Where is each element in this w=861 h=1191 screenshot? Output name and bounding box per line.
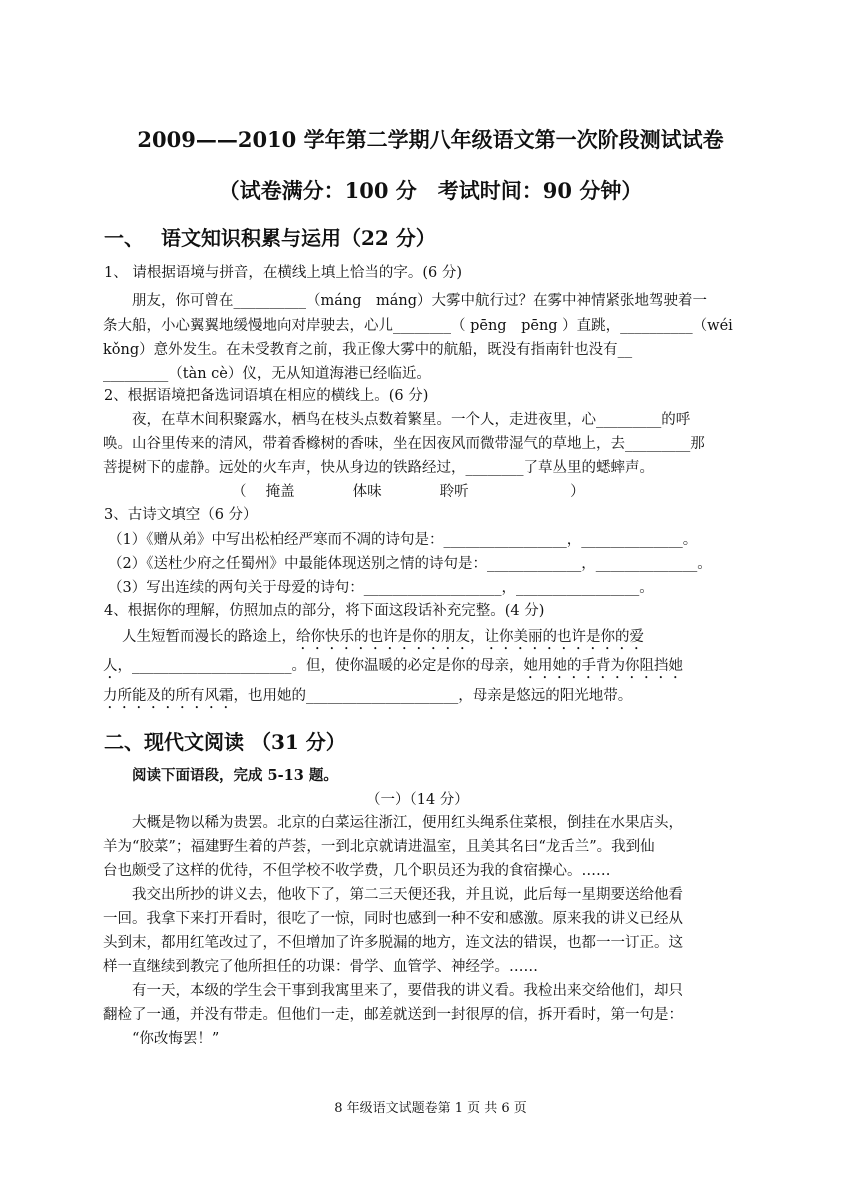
q3-line: （3）写出连续的两句关于母爱的诗句：___________________，_________________。: [108, 580, 654, 596]
q2-stem: 2、根据语境把备选词语填在相应的横线上。(6 分): [104, 388, 429, 404]
passage-line: 台也颇受了这样的优待，不但学校不收学费，几个职员还为我的食宿操心。……: [103, 863, 611, 879]
q3-stem: 3、古诗文填空（6 分）: [104, 507, 258, 523]
q1-line: _________（tàn cè）仪，无从知道海港已经临近。: [103, 366, 431, 382]
q2-line: 菩提树下的虚静。远处的火车声，快从身边的铁路经过，________了草丛里的蟋蟀声。: [103, 460, 654, 476]
q4-line-3: [103, 686, 632, 712]
passage-line: 一回。我拿下来打开看时，很吃了一惊，同时也感到一种不安和感激。原来我的讲义已经从: [103, 911, 683, 927]
q4-dotted-text: 给你快乐的也许是你的朋友，让你美丽的也许是你的爱: [296, 629, 644, 645]
passage-line: 大概是物以稀为贵罢。北京的白菜运往浙江，便用红头绳系住菜根，倒挂在水果店头，: [132, 815, 683, 831]
reading-instruction: 阅读下面语段，完成 5-13 题。: [132, 767, 338, 784]
q4-dotted-text: 人: [103, 658, 118, 674]
q2-line: 唤。山谷里传来的清风，带着香橼树的香味，坐在因夜风而微带湿气的草地上，去_________那: [103, 436, 705, 452]
exam-title: 2009——2010 学年第二学期八年级语文第一次阶段测试试卷: [137, 127, 724, 152]
passage-line: 我交出所抄的讲义去，他收下了，第二三天便还我，并且说，此后每一星期要送给他看: [132, 887, 683, 903]
passage-line: “你改悔罢！”: [132, 1031, 220, 1047]
q1-stem: 1、 请根据语境与拼音，在横线上填上恰当的字。(6 分): [104, 265, 462, 281]
q4-text: 人生短暂而漫长的路途上，: [122, 629, 296, 645]
section-2-heading: 二、现代文阅读 （31 分）: [104, 730, 346, 754]
q2-options: （ 掩盖 体味 聆听 ）: [232, 484, 585, 500]
passage-line: 样一直继续到教完了他所担任的功课：骨学、血管学、神经学。……: [103, 959, 538, 975]
q4-line-2: [103, 656, 683, 682]
q4-text: ，也用她的_____________________，母亲是悠远的阳光地带。: [233, 688, 633, 704]
exam-subtitle: （试卷满分：100 分 考试时间：90 分钟）: [218, 178, 643, 203]
q4-dotted-text: 她用她的手背为你阻挡她: [523, 658, 683, 674]
section-1-heading: 一、 语文知识积累与运用（22 分）: [104, 226, 436, 250]
q1-line: 条大船，小心翼翼地缓慢地向对岸驶去，心儿________（ pēng pēng ）直跳，__________（wéi: [103, 318, 733, 334]
page-footer: 8 年级语文试题卷第 1 页 共 6 页: [334, 1101, 527, 1116]
q1-line: 朋友，你可曾在__________（máng máng）大雾中航行过？在雾中神情紧张地驾驶着一: [132, 293, 708, 309]
q3-line: （1）《赠从弟》中写出松柏经严寒而不凋的诗句是：_________________，______________。: [108, 532, 698, 548]
q3-line: （2）《送杜少府之任蜀州》中最能体现送别之情的诗句是：_____________，______________。: [108, 556, 712, 572]
q1-line: kǒng）意外发生。在未受教育之前，我正像大雾中的航船，既没有指南针也没有__: [103, 342, 633, 358]
passage-line: 翻检了一通，并没有带走。但他们一走，邮差就送到一封很厚的信，拆开看时，第一句是：: [103, 1007, 683, 1023]
passage-line: 有一天，本级的学生会干事到我寓里来了，要借我的讲义看。我检出来交给他们，却只: [132, 983, 683, 999]
q4-line-1: [122, 627, 644, 653]
passage-line: 羊为“胶菜”；福建野生着的芦荟，一到北京就请进温室，且美其名曰“龙舌兰”。我到仙: [103, 839, 655, 855]
q4-text: ，______________________。但，使你温暖的必定是你的母亲，: [117, 658, 524, 674]
passage-title: （一）（14 分）: [366, 792, 469, 808]
q4-stem: 4、根据你的理解，仿照加点的部分，将下面这段话补充完整。(4 分): [104, 603, 545, 619]
q4-dotted-text: 力所能及的所有风霜: [103, 688, 234, 704]
q2-line: 夜，在草木间积聚露水，栖鸟在枝头点数着繁星。一个人，走进夜里，心_________的呼: [132, 412, 691, 428]
passage-line: 头到末，都用红笔改过了，不但增加了许多脱漏的地方，连文法的错误，也都一一订正。这: [103, 935, 683, 951]
